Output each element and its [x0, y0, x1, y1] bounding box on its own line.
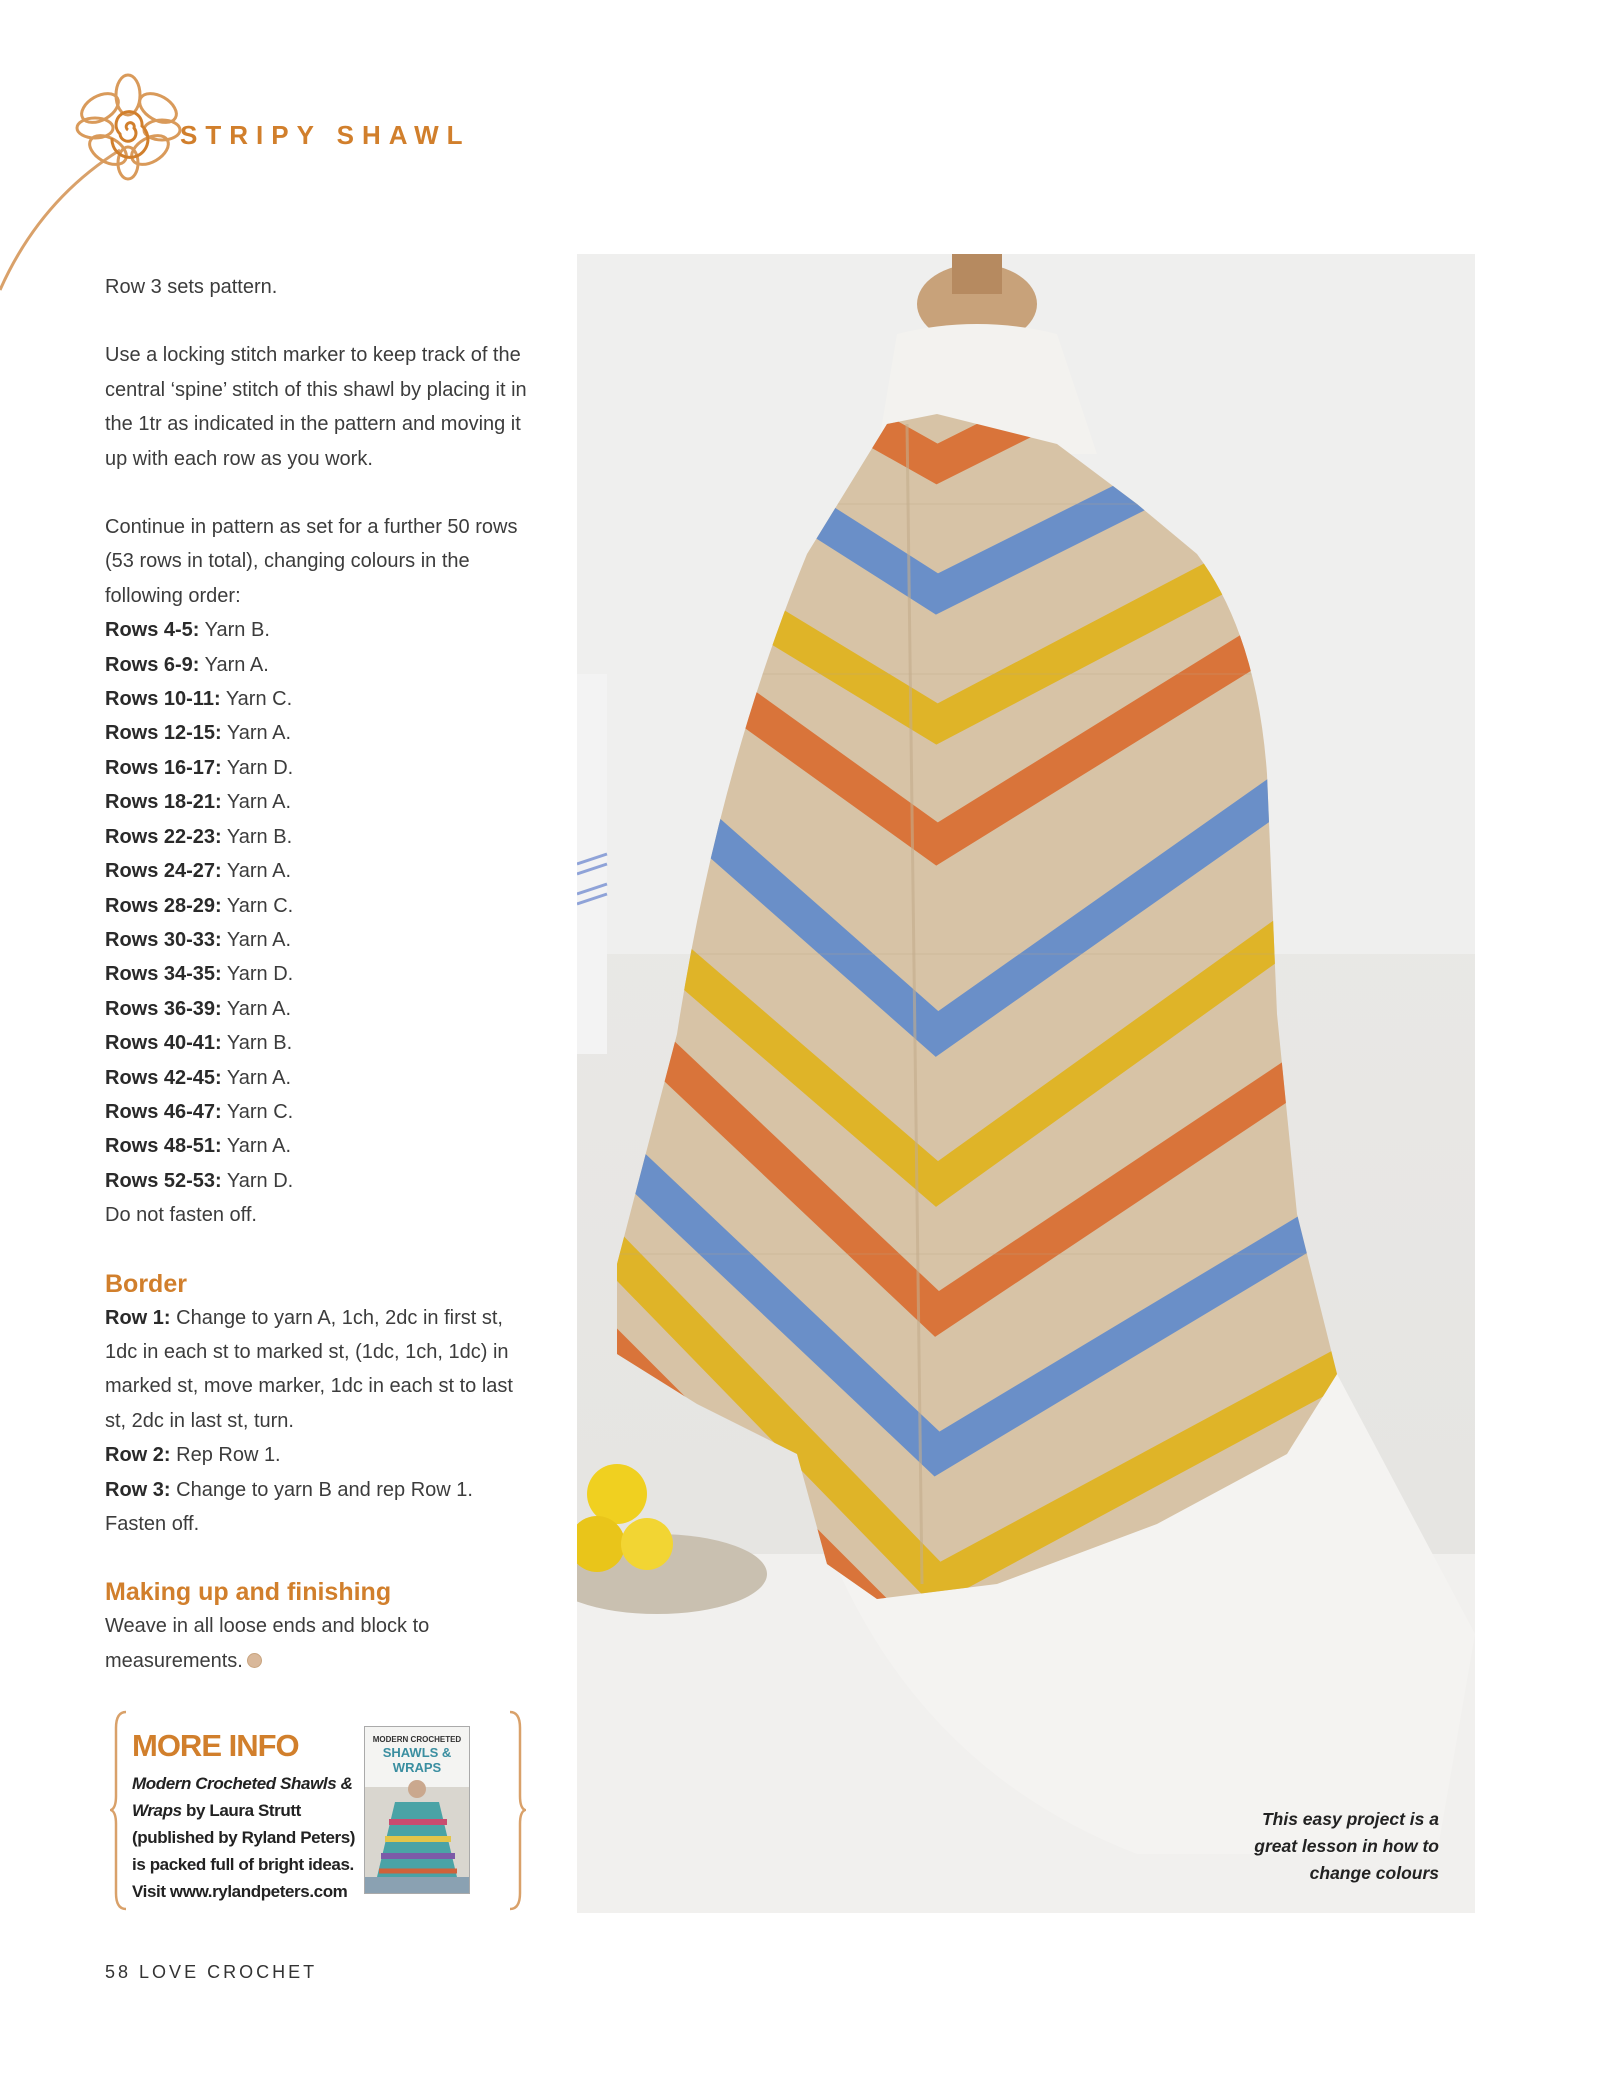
- shawl-photo: [577, 254, 1475, 1913]
- book-cover-art: [365, 1727, 469, 1893]
- colour-order-list: [105, 613, 535, 1198]
- border-row-label: Row 1:: [105, 1306, 171, 1329]
- colour-order-item: [105, 648, 535, 682]
- do-not-fasten-note: Do not fasten off.: [105, 1204, 257, 1227]
- section-title: STRIPY SHAWL: [180, 120, 471, 150]
- yarn-label: Yarn A.: [226, 791, 292, 814]
- rows-label: Rows 40-41:: [105, 1032, 222, 1055]
- book-title: Modern Crocheted Shawls & Wraps: [132, 1774, 353, 1820]
- yarn-label: Yarn A.: [226, 860, 292, 883]
- border-row: [105, 1473, 535, 1507]
- border-row-text: Rep Row 1.: [176, 1444, 281, 1467]
- yarn-label: Yarn B.: [226, 825, 293, 848]
- magazine-name: LOVE CROCHET: [139, 1962, 318, 1982]
- intro-paragraph-3: Continue in pattern as set for a further 50 rows (53 rows in total), changing colours in the following order:: [105, 516, 518, 607]
- finishing-text-content: Weave in all loose ends and block to measurements.: [105, 1615, 430, 1672]
- yarn-label: Yarn D.: [226, 756, 294, 779]
- intro-paragraph-2: Use a locking stitch marker to keep track of the central ‘spine’ stitch of this shawl by placing it in the 1tr as indicated in the pattern and moving it up with each row as you work.: [105, 344, 527, 470]
- rows-label: Rows 34-35:: [105, 963, 222, 986]
- border-closing: Fasten off.: [105, 1513, 200, 1535]
- finishing-text: [105, 1609, 535, 1678]
- shawl-illustration: [577, 254, 1475, 1913]
- more-info-text: [132, 1770, 372, 1905]
- rows-label: Rows 52-53:: [105, 1169, 222, 1192]
- colour-order-item: [105, 1026, 535, 1060]
- page-footer: [105, 1962, 317, 1983]
- colour-order-item: [105, 923, 535, 957]
- rows-label: Rows 48-51:: [105, 1135, 222, 1158]
- more-info-body: by Laura Strutt (published by Ryland Peters) is packed full of bright ideas. Visit www.rylandpeters.com: [132, 1801, 356, 1901]
- yarn-label: Yarn C.: [225, 688, 293, 711]
- yarn-label: Yarn A.: [226, 1066, 292, 1089]
- rows-label: Rows 46-47:: [105, 1100, 222, 1123]
- right-brace-icon: [506, 1708, 526, 1913]
- colour-order-item: [105, 751, 535, 785]
- border-row-text: Change to yarn A, 1ch, 2dc in first st, 1dc in each st to marked st, (1dc, 1ch, 1dc) in marked st, move marker, 1dc in each st to last st, 2dc in last st, turn.: [105, 1306, 513, 1432]
- rows-label: Rows 36-39:: [105, 997, 222, 1020]
- yarn-label: Yarn D.: [226, 963, 294, 986]
- rows-label: Rows 6-9:: [105, 653, 200, 676]
- more-info-title: MORE INFO: [132, 1728, 299, 1763]
- border-row-text: Change to yarn B and rep Row 1.: [176, 1478, 473, 1501]
- border-heading: Border: [105, 1269, 187, 1298]
- yarn-label: Yarn A.: [226, 928, 292, 951]
- colour-order-item: [105, 957, 535, 991]
- colour-order-item: [105, 992, 535, 1026]
- border-row: [105, 1301, 535, 1439]
- colour-order-item: [105, 1129, 535, 1163]
- yarn-label: Yarn C.: [226, 1100, 294, 1123]
- colour-order-item: [105, 1164, 535, 1198]
- rows-label: Rows 12-15:: [105, 722, 222, 745]
- border-row-label: Row 3:: [105, 1478, 171, 1501]
- yarn-label: Yarn B.: [204, 619, 270, 642]
- rows-label: Rows 4-5:: [105, 619, 200, 642]
- left-brace-icon: [110, 1708, 130, 1913]
- more-info-box: [110, 1708, 530, 1913]
- intro-paragraph-1: Row 3 sets pattern.: [105, 276, 278, 298]
- book-cover-line-1: MODERN CROCHETED: [372, 1735, 462, 1744]
- book-cover-image: [364, 1726, 470, 1894]
- finishing-heading: Making up and finishing: [105, 1578, 392, 1607]
- yarn-label: Yarn A.: [226, 722, 292, 745]
- rows-label: Rows 16-17:: [105, 756, 222, 779]
- yarn-label: Yarn A.: [226, 997, 292, 1020]
- page-number: 58: [105, 1962, 132, 1982]
- yarn-label: Yarn C.: [226, 894, 294, 917]
- border-row: [105, 1438, 535, 1472]
- yarn-label: Yarn B.: [226, 1032, 293, 1055]
- yarn-label: Yarn A.: [204, 653, 269, 676]
- pattern-column: [105, 270, 535, 1678]
- colour-order-item: [105, 820, 535, 854]
- photo-caption-text: This easy project is a great lesson in how to change colours: [1254, 1809, 1439, 1883]
- colour-order-item: [105, 682, 535, 716]
- yarn-label: Yarn A.: [226, 1135, 292, 1158]
- rows-label: Rows 28-29:: [105, 894, 222, 917]
- colour-order-item: [105, 716, 535, 750]
- yarn-label: Yarn D.: [226, 1169, 294, 1192]
- rows-label: Rows 42-45:: [105, 1066, 222, 1089]
- colour-order-item: [105, 1061, 535, 1095]
- colour-order-item: [105, 1095, 535, 1129]
- colour-order-item: [105, 613, 535, 647]
- rows-label: Rows 30-33:: [105, 928, 222, 951]
- colour-order-item: [105, 785, 535, 819]
- rows-label: Rows 24-27:: [105, 860, 222, 883]
- photo-caption: [1249, 1806, 1439, 1887]
- rows-label: Rows 22-23:: [105, 825, 222, 848]
- border-rows: [105, 1301, 535, 1507]
- book-cover-line-2: SHAWLS & WRAPS: [382, 1745, 452, 1775]
- end-marker-icon: [247, 1653, 262, 1668]
- page-header: [0, 0, 520, 300]
- rows-label: Rows 18-21:: [105, 791, 222, 814]
- colour-order-item: [105, 889, 535, 923]
- colour-order-item: [105, 854, 535, 888]
- border-row-label: Row 2:: [105, 1444, 171, 1467]
- rows-label: Rows 10-11:: [105, 688, 221, 711]
